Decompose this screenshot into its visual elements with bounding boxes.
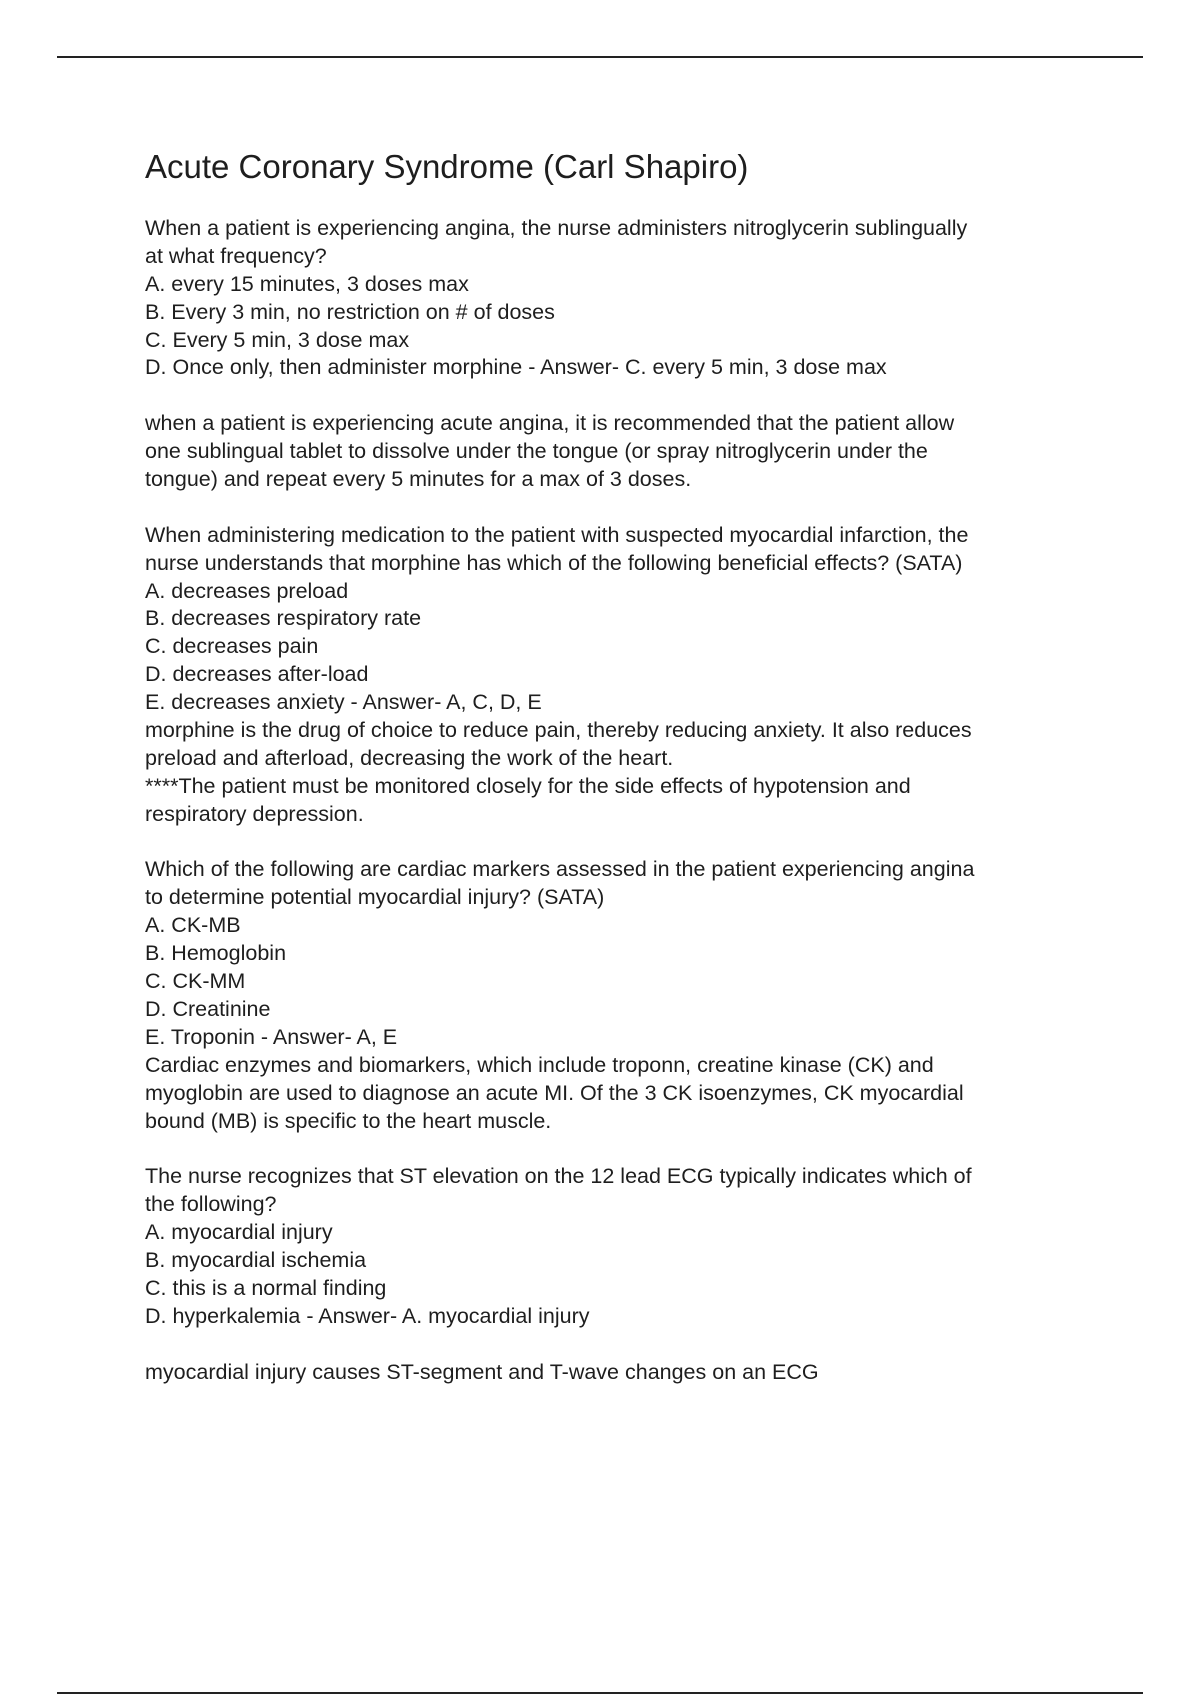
answer-option: A. CK-MB — [145, 913, 241, 938]
answer-option: D. Once only, then administer morphine - Answer- C. every 5 min, 3 dose max — [145, 355, 887, 380]
answer-option: C. CK-MM — [145, 969, 246, 994]
document-body — [145, 145, 1090, 1386]
spacer — [145, 829, 1090, 857]
spacer — [145, 1135, 1090, 1163]
answer-option: E. Troponin - Answer- A, E — [145, 1024, 398, 1049]
answer-option: B. Every 3 min, no restriction on # of doses — [145, 299, 555, 324]
question-stem-line: When a patient is experiencing angina, the nurse administers nitroglycerin sublingually — [145, 216, 968, 240]
rationale-line: myoglobin are used to diagnose an acute MI. Of the 3 CK isoenzymes, CK myocardial — [145, 1080, 964, 1105]
rationale-line: myocardial injury causes ST-segment and T-wave changes on an ECG — [145, 1359, 819, 1384]
question-block-4 — [145, 1163, 1090, 1386]
rationale-line: Cardiac enzymes and biomarkers, which include troponn, creatine kinase (CK) and — [145, 1052, 934, 1077]
answer-option: B. Hemoglobin — [145, 941, 287, 966]
answer-option: C. Every 5 min, 3 dose max — [145, 327, 410, 352]
question-stem-line: at what frequency? — [145, 243, 327, 268]
spacer — [145, 382, 1090, 410]
question-stem-line: the following? — [145, 1192, 277, 1217]
rationale-line: one sublingual tablet to dissolve under the tongue (or spray nitroglycerin under the — [145, 439, 928, 464]
answer-option: A. every 15 minutes, 3 doses max — [145, 271, 469, 296]
bottom-divider — [57, 1692, 1143, 1694]
document-title: Acute Coronary Syndrome (Carl Shapiro) — [145, 148, 749, 185]
question-stem-line: to determine potential myocardial injury? (SATA) — [145, 885, 605, 910]
rationale-line: bound (MB) is specific to the heart muscle. — [145, 1108, 552, 1133]
answer-option: B. myocardial ischemia — [145, 1247, 367, 1272]
answer-option: D. Creatinine — [145, 996, 271, 1021]
answer-option: A. myocardial injury — [145, 1220, 333, 1245]
rationale-line: when a patient is experiencing acute angina, it is recommended that the patient allow — [145, 411, 955, 436]
answer-option: A. decreases preload — [145, 578, 349, 603]
answer-option: D. decreases after-load — [145, 662, 369, 687]
question-block-2 — [145, 522, 1090, 829]
answer-option: B. decreases respiratory rate — [145, 606, 422, 631]
question-stem-line: When administering medication to the patient with suspected myocardial infarction, the — [145, 522, 969, 547]
rationale-line: morphine is the drug of choice to reduce pain, thereby reducing anxiety. It also reduces — [145, 718, 972, 743]
spacer — [145, 494, 1090, 522]
question-stem-line: The nurse recognizes that ST elevation on the 12 lead ECG typically indicates which of — [145, 1164, 972, 1189]
spacer — [145, 1331, 1090, 1359]
answer-option: E. decreases anxiety - Answer- A, C, D, E — [145, 690, 542, 715]
answer-option: D. hyperkalemia - Answer- A. myocardial injury — [145, 1303, 590, 1328]
answer-option: C. decreases pain — [145, 634, 319, 659]
question-stem-line: Which of the following are cardiac markers assessed in the patient experiencing angina — [145, 857, 975, 882]
rationale-line: respiratory depression. — [145, 801, 364, 826]
rationale-line: preload and afterload, decreasing the work of the heart. — [145, 745, 674, 770]
rationale-line: tongue) and repeat every 5 minutes for a max of 3 doses. — [145, 467, 692, 492]
answer-option: C. this is a normal finding — [145, 1275, 387, 1300]
top-divider — [57, 56, 1143, 58]
question-stem-line: nurse understands that morphine has which of the following beneficial effects? (SATA) — [145, 550, 963, 575]
rationale-line: ****The patient must be monitored closely for the side effects of hypotension and — [145, 773, 911, 798]
question-block-1 — [145, 215, 1090, 494]
question-block-3 — [145, 856, 1090, 1135]
